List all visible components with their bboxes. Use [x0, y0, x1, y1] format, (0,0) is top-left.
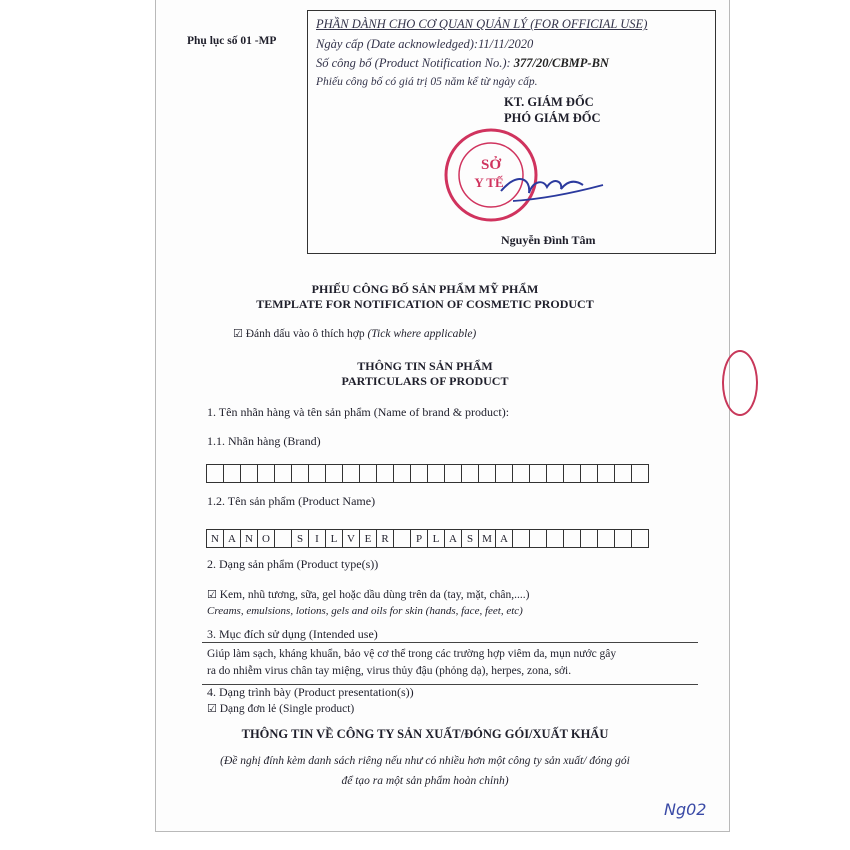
product-name-char-box — [581, 529, 598, 548]
product-name-char-box: A — [496, 529, 513, 548]
brand-char-box — [581, 464, 598, 483]
brand-char-box — [496, 464, 513, 483]
brand-char-box — [377, 464, 394, 483]
field-presentation: 4. Dạng trình bày (Product presentation(s)) — [207, 685, 414, 699]
brand-char-box — [598, 464, 615, 483]
product-name-char-box — [394, 529, 411, 548]
brand-char-box — [258, 464, 275, 483]
title-en: TEMPLATE FOR NOTIFICATION OF COSMETIC PRODUCT — [256, 297, 594, 311]
brand-boxes — [206, 464, 649, 483]
brand-char-box — [632, 464, 649, 483]
product-name-char-box — [547, 529, 564, 548]
field-product-type: 2. Dạng sản phẩm (Product type(s)) — [207, 557, 379, 571]
brand-char-box — [547, 464, 564, 483]
brand-char-box — [445, 464, 462, 483]
brand-char-box — [207, 464, 224, 483]
product-name-char-box: S — [292, 529, 309, 548]
sign-title-director: KT. GIÁM ĐỐC — [504, 95, 594, 109]
product-name-char-box — [530, 529, 547, 548]
appendix-label: Phụ lục số 01 -MP — [187, 35, 277, 47]
product-name-char-box: A — [224, 529, 241, 548]
brand-char-box — [394, 464, 411, 483]
product-name-char-box: L — [326, 529, 343, 548]
field-brand-product: 1. Tên nhãn hàng và tên sản phẩm (Name of brand & product): — [207, 405, 510, 419]
checkbox-icon: ☑ — [233, 327, 243, 340]
official-use-box — [307, 10, 716, 254]
brand-char-box — [411, 464, 428, 483]
svg-text:SỞ: SỞ — [480, 157, 502, 173]
tick-instruction: ☑ Đánh dấu vào ô thích hợp (Tick where applicable) — [233, 327, 477, 340]
section-company: THÔNG TIN VỀ CÔNG TY SẢN XUẤT/ĐÓNG GÓI/XUẤT KHẨU — [241, 727, 609, 741]
field-brand: 1.1. Nhãn hàng (Brand) — [207, 434, 321, 448]
brand-char-box — [462, 464, 479, 483]
product-name-char-box — [564, 529, 581, 548]
product-name-char-box: S — [462, 529, 479, 548]
product-name-char-box: P — [411, 529, 428, 548]
field-product-name: 1.2. Tên sản phẩm (Product Name) — [207, 494, 376, 508]
brand-char-box — [326, 464, 343, 483]
company-note-line-2: để tạo ra một sản phẩm hoàn chỉnh) — [341, 775, 509, 787]
field-intended-use: 3. Mục đích sử dụng (Intended use) — [207, 627, 378, 641]
svg-text:Y TẾ: Y TẾ — [474, 175, 504, 190]
brand-char-box — [615, 464, 632, 483]
brand-char-box — [513, 464, 530, 483]
company-note-line-1: (Đề nghị đính kèm danh sách riêng nếu như có nhiều hơn một công ty sản xuất/ đóng gói — [220, 755, 630, 767]
intended-use-line-1: Giúp làm sạch, kháng khuẩn, bảo vệ cơ thể trong các trường hợp viêm da, mụn nước gây — [207, 648, 617, 660]
product-name-char-box — [598, 529, 615, 548]
product-name-char-box — [513, 529, 530, 548]
brand-char-box — [479, 464, 496, 483]
product-name-char-box: O — [258, 529, 275, 548]
product-name-char-box — [615, 529, 632, 548]
date-acknowledged: Ngày cấp (Date acknowledged):11/11/2020 — [316, 37, 534, 51]
checkbox-icon: ☑ — [207, 588, 217, 601]
brand-char-box — [224, 464, 241, 483]
brand-char-box — [292, 464, 309, 483]
product-name-char-box: N — [207, 529, 224, 548]
product-name-char-box: I — [309, 529, 326, 548]
product-name-char-box: N — [241, 529, 258, 548]
title-vi: PHIẾU CÔNG BỐ SẢN PHẨM MỸ PHẨM — [311, 282, 539, 296]
checkbox-icon: ☑ — [207, 702, 217, 715]
product-type-en: Creams, emulsions, lotions, gels and oils for skin (hands, face, feet, etc) — [207, 605, 523, 617]
product-name-char-box — [275, 529, 292, 548]
product-name-char-box: E — [360, 529, 377, 548]
product-name-char-box: V — [343, 529, 360, 548]
brand-char-box — [309, 464, 326, 483]
intended-use-line-2: ra do nhiễm virus chân tay miệng, virus thủy đậu (phỏng dạ), herpes, zona, sởi. — [207, 665, 572, 677]
brand-char-box — [275, 464, 292, 483]
brand-char-box — [428, 464, 445, 483]
product-name-char-box: L — [428, 529, 445, 548]
handwritten-initials: Ng02 — [664, 800, 707, 819]
section-product-en: PARTICULARS OF PRODUCT — [341, 374, 509, 388]
brand-char-box — [564, 464, 581, 483]
product-name-char-box — [632, 529, 649, 548]
brand-char-box — [241, 464, 258, 483]
official-stamp-and-signature — [443, 121, 613, 231]
signer-name: Nguyễn Đình Tâm — [501, 233, 596, 247]
notification-number: Số công bố (Product Notification No.): 377/20/CBMP-BN — [316, 56, 609, 70]
presentation-option: ☑ Dạng đơn lẻ (Single product) — [207, 702, 355, 715]
product-name-char-box: A — [445, 529, 462, 548]
product-name-char-box: M — [479, 529, 496, 548]
brand-char-box — [530, 464, 547, 483]
official-heading: PHẦN DÀNH CHO CƠ QUAN QUẢN LÝ (FOR OFFICIAL USE) — [316, 17, 648, 31]
brand-char-box — [360, 464, 377, 483]
sign-title-deputy: PHÓ GIÁM ĐỐC — [504, 111, 601, 125]
product-name-char-box: R — [377, 529, 394, 548]
product-type-option: ☑ Kem, nhũ tương, sữa, gel hoặc dầu dùng trên da (tay, mặt, chân,....) — [207, 588, 530, 601]
section-product-vi: THÔNG TIN SẢN PHẨM — [357, 359, 493, 373]
product-name-boxes — [206, 529, 649, 548]
validity-note: Phiếu công bố có giá trị 05 năm kể từ ngày cấp. — [316, 76, 538, 88]
brand-char-box — [343, 464, 360, 483]
